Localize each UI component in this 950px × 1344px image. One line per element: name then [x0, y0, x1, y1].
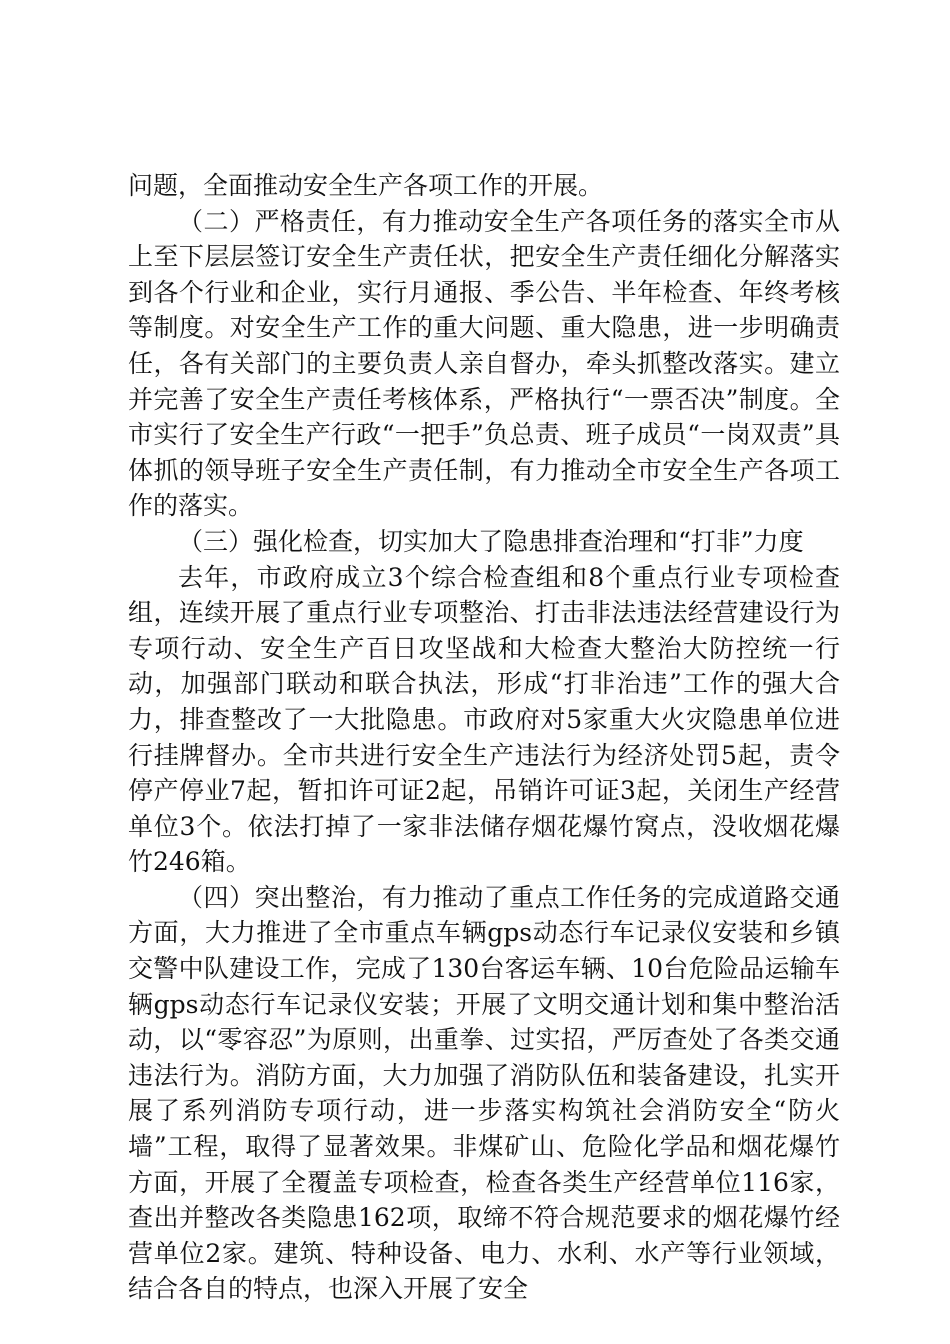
paragraph-section-3-heading: （三）强化检查，切实加大了隐患排查治理和“打非”力度 [178, 526, 804, 556]
document-body [128, 168, 840, 1307]
paragraph-section-3-body: 去年，市政府成立3个综合检查组和8个重点行业专项检查组，连续开展了重点行业专项整治、打击非法违法经营建设行为专项行动、安全生产百日攻坚战和大检查大整治大防控统一行动，加强部门联动和联合执法，形成“打非治违”工作的强大合力，排查整改了一大批隐患。市政府对5家重大火灾隐患单位进行挂牌督办。全市共进行安全生产违法行为经济处罚5起，责令停产停业7起，暂扣许可证2起，吊销许可证3起，关闭生产经营单位3个。依法打掉了一家非法储存烟花爆竹窝点，没收烟花爆竹246箱。 [128, 562, 840, 877]
paragraph-continuation: 问题，全面推动安全生产各项工作的开展。 [128, 171, 604, 200]
paragraph-section-4: （四）突出整治，有力推动了重点工作任务的完成道路交通方面，大力推进了全市重点车辆gps动态行车记录仪安装和乡镇交警中队建设工作，完成了130台客运车辆、10台危险品运输车辆gps动态行车记录仪安装；开展了文明交通计划和集中整治活动，以“零容忍”为原则，出重拳、过实招，严厉查处了各类交通违法行为。消防方面，大力加强了消防队伍和装备建设，扎实开展了系列消防专项行动，进一步落实构筑社会消防安全“防火墙”工程，取得了显著效果。非煤矿山、危险化学品和烟花爆竹方面，开展了全覆盖专项检查，检查各类生产经营单位116家，查出并整改各类隐患162项，取缔不符合规范要求的烟花爆竹经营单位2家。建筑、特种设备、电力、水利、水产等行业领域，结合各自的特点，也深入开展了安全 [128, 882, 840, 1304]
paragraph-section-2: （二）严格责任，有力推动安全生产各项任务的落实全市从上至下层层签订安全生产责任状，把安全生产责任细化分解落实到各个行业和企业，实行月通报、季公告、半年检查、年终考核等制度。对安全生产工作的重大问题、重大隐患，进一步明确责任，各有关部门的主要负责人亲自督办，牵头抓整改落实。建立并完善了安全生产责任考核体系，严格执行“一票否决”制度。全市实行了安全生产行政“一把手”负总责、班子成员“一岗双责”具体抓的领导班子安全生产责任制，有力推动全市安全生产各项工作的落实。 [128, 206, 840, 521]
